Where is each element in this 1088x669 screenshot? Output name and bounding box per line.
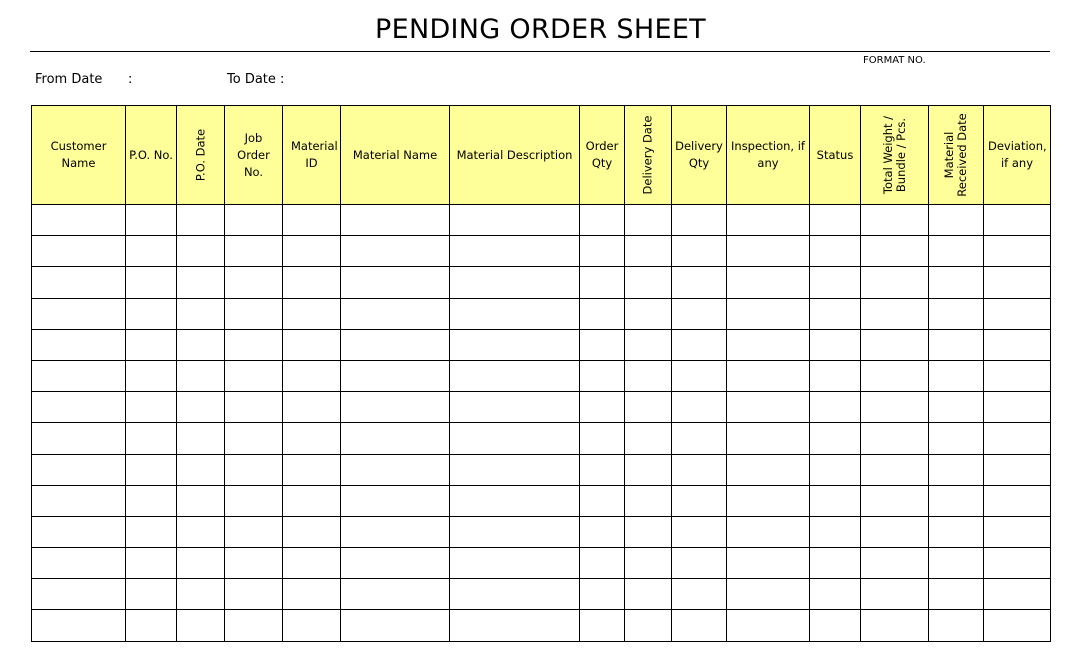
table-cell[interactable] <box>672 454 727 485</box>
table-cell[interactable] <box>341 423 450 454</box>
table-cell[interactable] <box>283 392 341 423</box>
table-cell[interactable] <box>625 485 672 516</box>
column-header-total-weight: Total Weight / Bundle / Pcs. <box>861 106 929 205</box>
table-cell[interactable] <box>727 236 810 267</box>
table-cell[interactable] <box>32 236 126 267</box>
table-cell[interactable] <box>126 454 177 485</box>
table-cell[interactable] <box>810 610 861 641</box>
table-cell[interactable] <box>861 205 929 236</box>
table-cell[interactable] <box>580 548 625 579</box>
table-cell[interactable] <box>225 423 283 454</box>
column-header-po-date: P.O. Date <box>177 106 225 205</box>
table-cell[interactable] <box>810 392 861 423</box>
table-row <box>32 485 1051 516</box>
table-cell[interactable] <box>341 610 450 641</box>
table-cell[interactable] <box>32 423 126 454</box>
table-cell[interactable] <box>861 329 929 360</box>
table-cell[interactable] <box>929 267 984 298</box>
table-cell[interactable] <box>984 236 1051 267</box>
table-cell[interactable] <box>177 516 225 547</box>
table-cell[interactable] <box>177 360 225 391</box>
table-cell[interactable] <box>32 610 126 641</box>
table-cell[interactable] <box>450 392 580 423</box>
table-cell[interactable] <box>672 516 727 547</box>
table-cell[interactable] <box>810 205 861 236</box>
table-cell[interactable] <box>450 298 580 329</box>
table-cell[interactable] <box>984 205 1051 236</box>
table-cell[interactable] <box>225 298 283 329</box>
table-cell[interactable] <box>126 329 177 360</box>
table-cell[interactable] <box>32 329 126 360</box>
table-cell[interactable] <box>861 548 929 579</box>
table-cell[interactable] <box>984 548 1051 579</box>
table-cell[interactable] <box>727 485 810 516</box>
table-cell[interactable] <box>727 329 810 360</box>
table-row <box>32 360 1051 391</box>
table-cell[interactable] <box>727 548 810 579</box>
table-cell[interactable] <box>929 423 984 454</box>
table-cell[interactable] <box>341 360 450 391</box>
table-cell[interactable] <box>625 360 672 391</box>
table-cell[interactable] <box>450 516 580 547</box>
table-cell[interactable] <box>625 454 672 485</box>
table-cell[interactable] <box>341 516 450 547</box>
table-cell[interactable] <box>225 610 283 641</box>
table-cell[interactable] <box>580 610 625 641</box>
table-cell[interactable] <box>341 579 450 610</box>
table-cell[interactable] <box>727 392 810 423</box>
table-row <box>32 298 1051 329</box>
table-cell[interactable] <box>283 267 341 298</box>
table-cell[interactable] <box>450 454 580 485</box>
table-cell[interactable] <box>32 548 126 579</box>
table-cell[interactable] <box>984 579 1051 610</box>
column-header-job-order-no: Job Order No. <box>225 106 283 205</box>
table-cell[interactable] <box>625 610 672 641</box>
table-cell[interactable] <box>32 298 126 329</box>
table-cell[interactable] <box>283 516 341 547</box>
table-cell[interactable] <box>810 454 861 485</box>
table-cell[interactable] <box>861 579 929 610</box>
column-header-material-name: Material Name <box>341 106 450 205</box>
table-cell[interactable] <box>984 360 1051 391</box>
table-cell[interactable] <box>810 485 861 516</box>
table-cell[interactable] <box>283 236 341 267</box>
table-cell[interactable] <box>450 236 580 267</box>
table-cell[interactable] <box>672 298 727 329</box>
table-cell[interactable] <box>450 423 580 454</box>
from-date-colon: : <box>128 72 133 87</box>
table-cell[interactable] <box>861 267 929 298</box>
table-cell[interactable] <box>672 205 727 236</box>
table-cell[interactable] <box>625 579 672 610</box>
table-cell[interactable] <box>929 454 984 485</box>
table-cell[interactable] <box>861 392 929 423</box>
table-cell[interactable] <box>727 579 810 610</box>
column-header-inspection: Inspection, if any <box>727 106 810 205</box>
table-cell[interactable] <box>341 205 450 236</box>
table-cell[interactable] <box>225 360 283 391</box>
table-cell[interactable] <box>177 454 225 485</box>
table-cell[interactable] <box>126 205 177 236</box>
table-cell[interactable] <box>929 392 984 423</box>
title-divider <box>30 51 1050 52</box>
column-header-delivery-qty: Delivery Qty <box>672 106 727 205</box>
table-cell[interactable] <box>225 579 283 610</box>
column-header-po-no: P.O. No. <box>126 106 177 205</box>
pending-order-table <box>31 105 1051 642</box>
table-cell[interactable] <box>283 610 341 641</box>
table-cell[interactable] <box>672 423 727 454</box>
table-cell[interactable] <box>126 298 177 329</box>
table-cell[interactable] <box>32 205 126 236</box>
table-cell[interactable] <box>225 485 283 516</box>
table-cell[interactable] <box>861 298 929 329</box>
table-cell[interactable] <box>126 360 177 391</box>
table-cell[interactable] <box>727 610 810 641</box>
table-cell[interactable] <box>810 548 861 579</box>
table-cell[interactable] <box>672 548 727 579</box>
table-row <box>32 329 1051 360</box>
column-header-material-id: Material ID <box>283 106 341 205</box>
table-cell[interactable] <box>727 516 810 547</box>
table-cell[interactable] <box>929 236 984 267</box>
table-cell[interactable] <box>727 360 810 391</box>
table-cell[interactable] <box>625 205 672 236</box>
table-cell[interactable] <box>126 548 177 579</box>
table-cell[interactable] <box>580 579 625 610</box>
table-cell[interactable] <box>672 236 727 267</box>
page-title: PENDING ORDER SHEET <box>375 14 706 45</box>
table-cell[interactable] <box>580 454 625 485</box>
table-cell[interactable] <box>810 360 861 391</box>
table-cell[interactable] <box>283 423 341 454</box>
table-row <box>32 236 1051 267</box>
table-cell[interactable] <box>177 610 225 641</box>
table-cell[interactable] <box>580 298 625 329</box>
table-cell[interactable] <box>126 485 177 516</box>
table-cell[interactable] <box>861 454 929 485</box>
table-row <box>32 392 1051 423</box>
table-cell[interactable] <box>225 548 283 579</box>
table-cell[interactable] <box>625 329 672 360</box>
table-cell[interactable] <box>580 392 625 423</box>
table-cell[interactable] <box>177 329 225 360</box>
table-cell[interactable] <box>580 423 625 454</box>
table-cell[interactable] <box>126 423 177 454</box>
table-cell[interactable] <box>177 236 225 267</box>
table-cell[interactable] <box>580 236 625 267</box>
table-cell[interactable] <box>126 267 177 298</box>
table-cell[interactable] <box>984 423 1051 454</box>
column-header-order-qty: Order Qty <box>580 106 625 205</box>
table-cell[interactable] <box>580 205 625 236</box>
table-cell[interactable] <box>126 516 177 547</box>
table-cell[interactable] <box>225 454 283 485</box>
table-cell[interactable] <box>861 485 929 516</box>
table-cell[interactable] <box>810 329 861 360</box>
table-body <box>32 205 1051 642</box>
table-cell[interactable] <box>929 516 984 547</box>
table-cell[interactable] <box>126 610 177 641</box>
table-cell[interactable] <box>625 392 672 423</box>
table-cell[interactable] <box>727 454 810 485</box>
table-row <box>32 548 1051 579</box>
table-cell[interactable] <box>341 454 450 485</box>
table-cell[interactable] <box>929 485 984 516</box>
table-cell[interactable] <box>283 205 341 236</box>
table-cell[interactable] <box>580 516 625 547</box>
table-cell[interactable] <box>580 329 625 360</box>
table-cell[interactable] <box>177 267 225 298</box>
table-cell[interactable] <box>672 267 727 298</box>
format-number-label: FORMAT NO. <box>863 55 926 66</box>
table-cell[interactable] <box>984 298 1051 329</box>
table-row <box>32 610 1051 641</box>
column-header-delivery-date: Delivery Date <box>625 106 672 205</box>
table-cell[interactable] <box>625 267 672 298</box>
table-cell[interactable] <box>225 267 283 298</box>
table-cell[interactable] <box>984 329 1051 360</box>
table-cell[interactable] <box>450 329 580 360</box>
table-cell[interactable] <box>177 298 225 329</box>
table-cell[interactable] <box>984 267 1051 298</box>
table-cell[interactable] <box>929 360 984 391</box>
table-cell[interactable] <box>177 205 225 236</box>
from-date-label: From Date <box>35 72 103 87</box>
table-cell[interactable] <box>810 236 861 267</box>
column-header-deviation: Deviation, if any <box>984 106 1051 205</box>
to-date-label: To Date : <box>227 72 285 87</box>
table-cell[interactable] <box>450 267 580 298</box>
table-cell[interactable] <box>580 360 625 391</box>
table-cell[interactable] <box>810 423 861 454</box>
table-cell[interactable] <box>810 298 861 329</box>
table-cell[interactable] <box>625 236 672 267</box>
table-row <box>32 454 1051 485</box>
table-row <box>32 516 1051 547</box>
table-cell[interactable] <box>283 360 341 391</box>
column-header-status: Status <box>810 106 861 205</box>
table-cell[interactable] <box>225 392 283 423</box>
table-cell[interactable] <box>450 548 580 579</box>
table-cell[interactable] <box>672 360 727 391</box>
table-cell[interactable] <box>341 236 450 267</box>
table-cell[interactable] <box>984 454 1051 485</box>
table-cell[interactable] <box>450 485 580 516</box>
table-cell[interactable] <box>625 423 672 454</box>
table-cell[interactable] <box>177 485 225 516</box>
table-cell[interactable] <box>32 516 126 547</box>
table-cell[interactable] <box>984 516 1051 547</box>
table-row <box>32 205 1051 236</box>
table-cell[interactable] <box>450 360 580 391</box>
table-cell[interactable] <box>929 298 984 329</box>
table-cell[interactable] <box>126 392 177 423</box>
table-cell[interactable] <box>283 548 341 579</box>
table-cell[interactable] <box>32 392 126 423</box>
table-cell[interactable] <box>177 423 225 454</box>
table-cell[interactable] <box>32 485 126 516</box>
table-cell[interactable] <box>341 267 450 298</box>
table-cell[interactable] <box>177 392 225 423</box>
table-cell[interactable] <box>672 610 727 641</box>
table-cell[interactable] <box>341 329 450 360</box>
column-header-material-description: Material Description <box>450 106 580 205</box>
table-cell[interactable] <box>580 485 625 516</box>
table-cell[interactable] <box>32 267 126 298</box>
table-cell[interactable] <box>929 579 984 610</box>
table-cell[interactable] <box>984 485 1051 516</box>
header-row <box>32 106 1051 205</box>
table-cell[interactable] <box>126 579 177 610</box>
table-cell[interactable] <box>225 236 283 267</box>
table-cell[interactable] <box>861 360 929 391</box>
table-cell[interactable] <box>861 610 929 641</box>
table-row <box>32 579 1051 610</box>
table-cell[interactable] <box>810 516 861 547</box>
table-cell[interactable] <box>580 267 625 298</box>
column-header-material-received-date: Material Received Date <box>929 106 984 205</box>
table-cell[interactable] <box>672 485 727 516</box>
table-cell[interactable] <box>341 548 450 579</box>
table-cell[interactable] <box>341 298 450 329</box>
table-cell[interactable] <box>177 579 225 610</box>
table-cell[interactable] <box>861 236 929 267</box>
table-cell[interactable] <box>727 298 810 329</box>
table-cell[interactable] <box>341 392 450 423</box>
table-cell[interactable] <box>810 579 861 610</box>
table-cell[interactable] <box>625 516 672 547</box>
table-cell[interactable] <box>177 548 225 579</box>
table-row <box>32 267 1051 298</box>
table-row <box>32 423 1051 454</box>
table-cell[interactable] <box>32 360 126 391</box>
table-cell[interactable] <box>672 329 727 360</box>
table-cell[interactable] <box>225 205 283 236</box>
table-cell[interactable] <box>126 236 177 267</box>
table-cell[interactable] <box>929 610 984 641</box>
table-cell[interactable] <box>283 579 341 610</box>
table-cell[interactable] <box>929 329 984 360</box>
table-cell[interactable] <box>984 392 1051 423</box>
table-cell[interactable] <box>810 267 861 298</box>
table-cell[interactable] <box>283 329 341 360</box>
table-cell[interactable] <box>32 454 126 485</box>
table-cell[interactable] <box>450 205 580 236</box>
table-cell[interactable] <box>672 392 727 423</box>
table-cell[interactable] <box>283 298 341 329</box>
table-cell[interactable] <box>450 610 580 641</box>
table-cell[interactable] <box>450 579 580 610</box>
table-cell[interactable] <box>625 548 672 579</box>
table-cell[interactable] <box>341 485 450 516</box>
table-cell[interactable] <box>283 485 341 516</box>
table-cell[interactable] <box>984 610 1051 641</box>
table-cell[interactable] <box>283 454 341 485</box>
table-cell[interactable] <box>225 516 283 547</box>
table-cell[interactable] <box>32 579 126 610</box>
table-cell[interactable] <box>861 516 929 547</box>
column-header-customer-name: Customer Name <box>32 106 126 205</box>
table-cell[interactable] <box>861 423 929 454</box>
table-cell[interactable] <box>929 548 984 579</box>
table-cell[interactable] <box>929 205 984 236</box>
table-cell[interactable] <box>625 298 672 329</box>
table-cell[interactable] <box>672 579 727 610</box>
table-cell[interactable] <box>727 423 810 454</box>
table-cell[interactable] <box>727 267 810 298</box>
table-cell[interactable] <box>225 329 283 360</box>
table-cell[interactable] <box>727 205 810 236</box>
